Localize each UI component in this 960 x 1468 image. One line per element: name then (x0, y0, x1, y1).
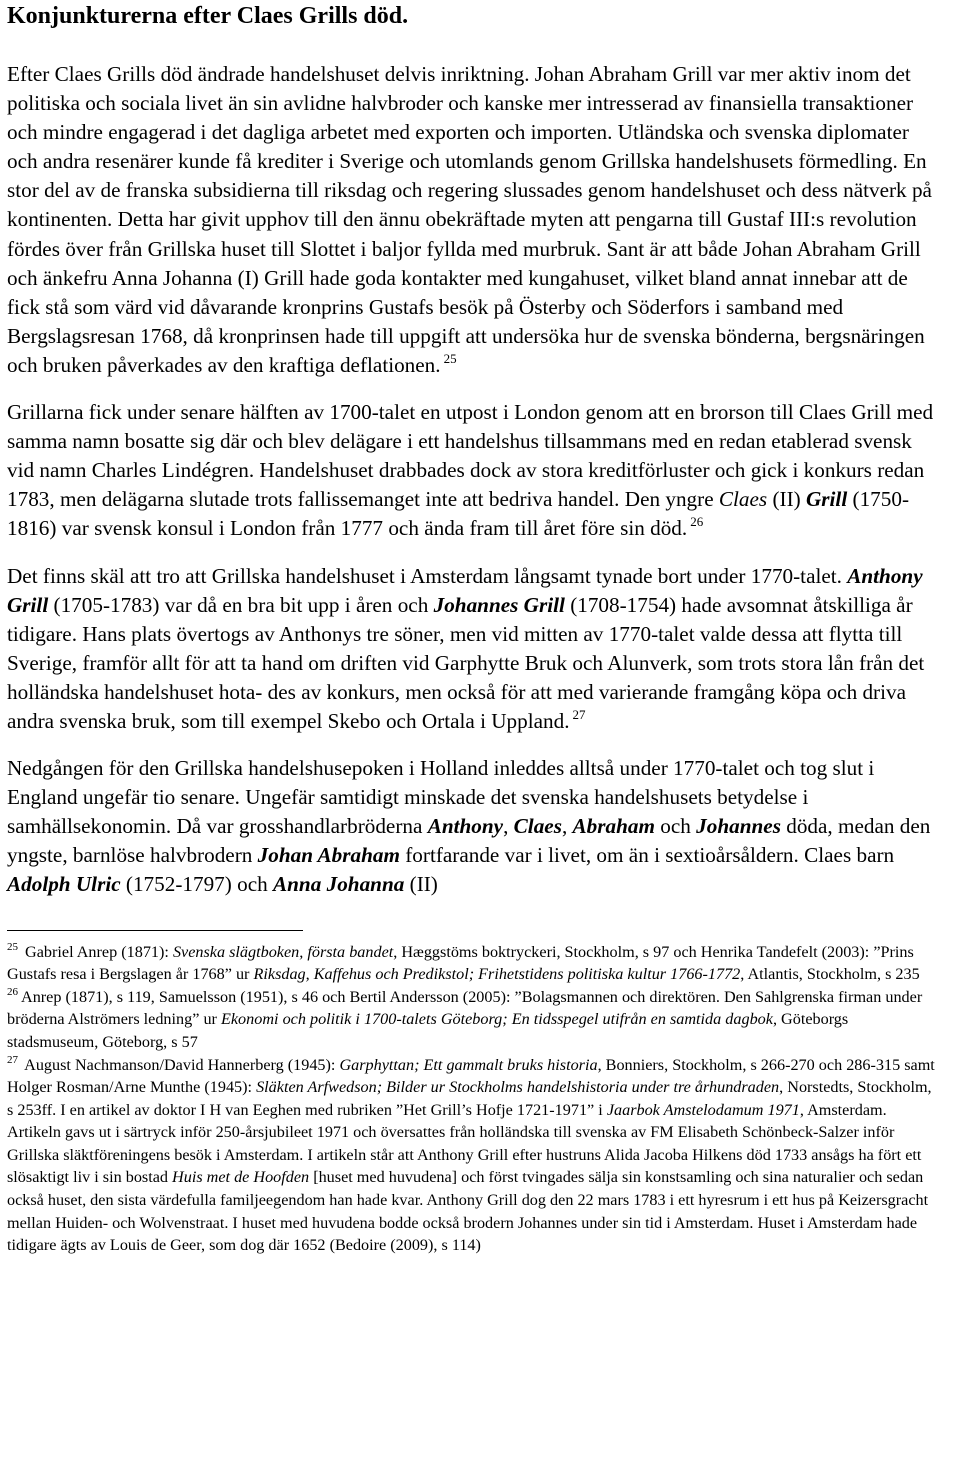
bold-italic-run: Johannes (696, 814, 781, 839)
text-run: Gabriel Anrep (1871): (21, 942, 173, 961)
text-run: , Bonniers, Stockholm, s 266-270 och 286-315 samt Holger Rosman/Arne Munthe (1945): (7, 1055, 935, 1097)
bold-italic-run: Claes (513, 814, 562, 839)
italic-run: Huis met de Hoofden (172, 1168, 310, 1187)
italic-run: Släkten Arfwedson; Bilder ur Stockholms handelshistoria under tre århundraden (256, 1078, 780, 1097)
paragraph (7, 562, 938, 737)
italic-run: Svenska slägtboken, första bandet (172, 942, 394, 961)
bold-italic-run: Anthony (427, 814, 504, 839)
text-run: (1752-1797) och (120, 872, 274, 897)
text-run: döda, medan den yngste, barnlöse halvbrodern (7, 814, 931, 868)
body-text (7, 60, 938, 900)
footnote-ref: 26 (7, 985, 18, 998)
paragraph (7, 754, 938, 899)
footnote (7, 941, 938, 986)
bold-italic-run: Abraham (572, 814, 655, 839)
text-run: och (654, 814, 697, 839)
footnote-ref: 25 (7, 940, 18, 953)
text-run: Det finns skäl att tro att Grillska handelshuset i Amsterdam långsamt tynade bort under 1770-talet. (7, 563, 848, 588)
text-run: , Göteborgs stadsmuseum, Göteborg, s 57 (7, 1010, 849, 1051)
text-run: Efter Claes Grills död ändrade handelshuset delvis inriktning. Johan Abraham Grill var mer aktiv inom det politiska och sociala livet än sin avlidne halvbroder och kanske mer intresserad av finansiella transaktioner och mindre engagerad i det dagliga arbetet med exporten och importen. Utländska och svenska diplomater och andra resenärer kunde få krediter i Sverige och utomlands genom Grillska handelshusets förmedling. En stor del av de franska subsidierna till riksdag och regering slussades genom handelshuset och dess nätverk på kontinenten. Detta har givit upphov till den ännu obekräftade myten att pengarna till Gustaf III:s revolution fördes över från Grillska huset till Slottet i baljor fyllda med murbruk. Sant är att både Johan Abraham Grill och änkefru Anna Johanna (I) Grill hade goda kontakter med kungahuset, vilket bland annat innebar att de fick stå som värd vid dåvarande kronprins Gustafs besök på Österby och Söderfors i samband med Bergslagsresan 1768, då kronprinsen hade till uppgift att undersöka hur de svenska bönderna, bergsnäringen och bruken påverkades av den kraftiga deflationen. (7, 62, 932, 377)
footnote-separator (7, 930, 303, 931)
text-run: [huset med huvudena] och först tvingades sälja sin konstsamling och sina naturalier och sedan också huset, den sista värdefulla familjeegendom han hade kvar. Anthony Grill dog den 22 mars 1783 i ett hyresrum i ett hus på Keizersgracht mellan Huiden- och Wolvenstraat. I huset med huvudena bodde också brodern Johannes under sin tid i Amsterdam. Huset i Amsterdam hade tidigare ägts av Louis de Geer, som dog där 1652 (Bedoire (2009), s 114) (7, 1168, 929, 1255)
footnote-ref: 27 (572, 706, 586, 722)
footnote (7, 1054, 938, 1257)
footnote-ref: 27 (7, 1053, 18, 1066)
text-run: , Amsterdam. Artikeln gavs ut i särtryck inför 250-årsjubileet 1971 och översattes från holländska till svenska av FM Elisabeth Schönbeck-Salzer inför Grillska släktföreningens besök i Amsterdam. I artikeln står att Anthony Grill efter hustruns Alida Jacoba Hilkens död 1733 ansågs ha fört ett slösaktigt liv i sin bostad (7, 1100, 922, 1187)
footnote (7, 986, 938, 1054)
text-run: , Hæggstöms boktryckeri, Stockholm, s 97 och Henrika Tandefelt (2003): ”Prins Gustafs resa i Bergslagen år 1768” ur (7, 942, 914, 984)
footnote-ref: 25 (443, 350, 457, 366)
text-run: , (561, 814, 573, 839)
text-run: fortfarande var i livet, om än i sextioårsåldern. Claes barn (399, 843, 895, 868)
bold-italic-run: Anthony Grill (7, 563, 923, 617)
text-run: (II) (404, 872, 438, 897)
footnotes (7, 941, 938, 1257)
bold-italic-run: Johannes Grill (433, 592, 565, 617)
text-run: August Nachmanson/David Hannerberg (1945): (21, 1055, 340, 1074)
text-run: Anrep (1871), s 119, Samuelsson (1951), s 46 och Bertil Andersson (2005): ”Bolagsmannen och direktören. Den Sahlgrenska firman under bröderna Alströmers ledning” ur (7, 987, 923, 1029)
italic-run: Ekonomi och politik i 1700-talets Göteborg; En tidsspegel utifrån en samtida dagbok (220, 1010, 773, 1029)
italic-run: Jaarbok Amstelodamum 1971 (606, 1100, 800, 1119)
bold-italic-run: Anna Johanna (273, 872, 405, 897)
text-run: , (503, 814, 514, 839)
bold-italic-run: Adolph Ulric (7, 872, 121, 897)
paragraph (7, 60, 938, 380)
text-run: Grillarna fick under senare hälften av 1700-talet en utpost i London genom att en brorson till Claes Grill med samma namn bosatte sig där och blev delägare i ett handelshus tillsammans med en redan etablerad svensk vid namn Charles Lindégren. Handelshuset drabbades dock av stora kreditförluster och gick i konkurs redan 1783, men delägarna slutade trots fallissemanget inte att bedriva handel. Den yngre (7, 400, 934, 512)
text-run: (1705-1783) var då en bra bit upp i åren och (48, 592, 434, 617)
text-run: (II) (767, 487, 806, 512)
paragraph (7, 398, 938, 543)
footnote-ref: 26 (690, 514, 704, 530)
text-run: (1708-1754) hade avsomnat åtskilliga år tidigare. Hans plats övertogs av Anthonys tre söner, men vid mitten av 1770-talet valde dessa att flytta till Sverige, framför allt för att ta hand om driften vid Garphytte Bruk och Alunverk, som trots stora lån från det holländska handelshuset hota- des av konkurs, men också för att med varierande framgång köpa och driva andra svenska bruk, som till exempel Skebo och Ortala i Uppland. (7, 592, 925, 733)
bold-italic-run: Johan Abraham (257, 843, 400, 868)
text-run: Nedgången för den Grillska handelshusepoken i Holland inleddes alltså under 1770-talet och tog slut i England ungefär tio senare. Ungefär samtidigt minskade det svenska handelshusets betydelse i samhällsekonomin. Då var grosshandlarbröderna (7, 756, 875, 839)
text-run: , Atlantis, Stockholm, s 235 (740, 965, 920, 984)
italic-run: Riksdag, Kaffehus och Predikstol; Frihetstidens politiska kultur 1766-1772 (253, 965, 741, 984)
text-run: , Norstedts, Stockholm, s 253ff. I en artikel av doktor I H van Eeghen med rubriken ”Het Grill’s Hofje 1721-1971” i (7, 1078, 932, 1119)
italic-run: Garphyttan; Ett gammalt bruks historia (339, 1055, 598, 1074)
bold-italic-run: Grill (806, 487, 848, 512)
italic-run: Claes (718, 487, 768, 512)
page-title: Konjunkturerna efter Claes Grills död. (7, 3, 409, 29)
text-run: (1750-1816) var svensk konsul i London från 1777 och ända fram till året före sin död. (7, 487, 910, 541)
